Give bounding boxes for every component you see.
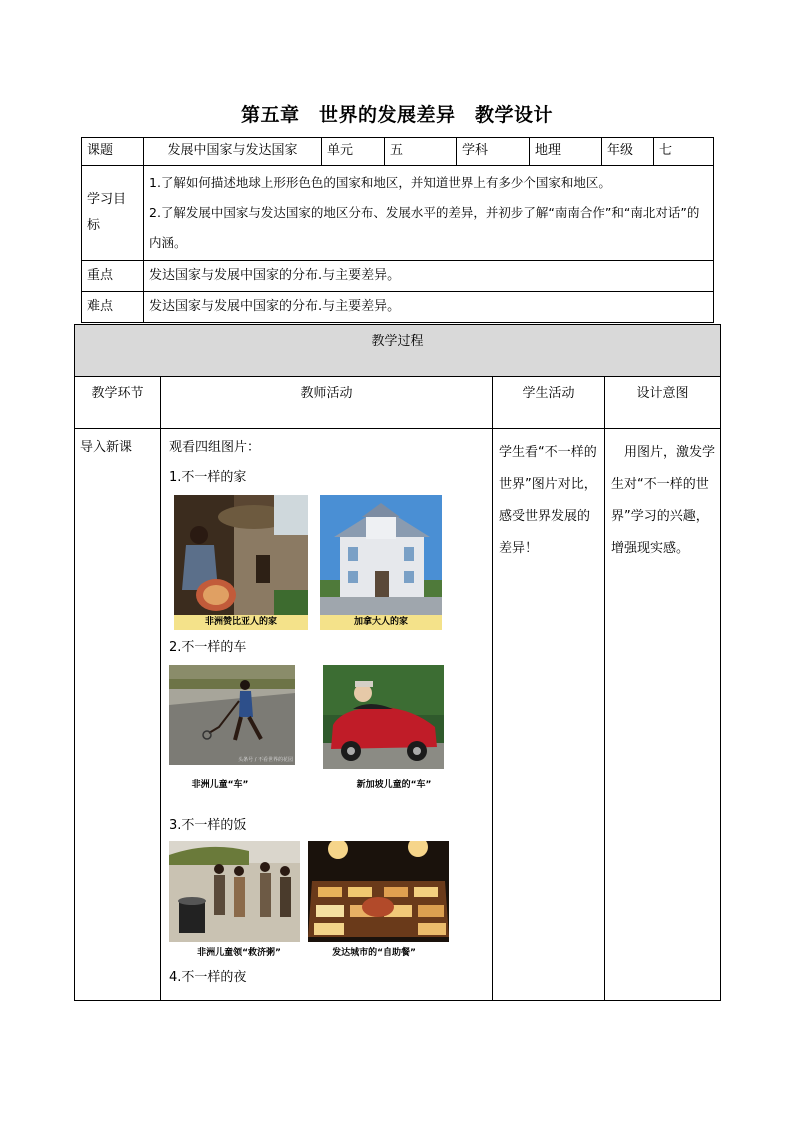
grade-label: 年级 bbox=[602, 138, 654, 166]
group-3-title: 3.不一样的饭 bbox=[169, 818, 247, 833]
teacher-intro: 观看四组图片： bbox=[169, 440, 261, 455]
objective-2: 2.了解发展中国家与发达国家的地区分布、发展水平的差异，并初步了解“南南合作”和“南北对话”的内涵。 bbox=[149, 205, 700, 250]
group-1-right-caption: 加拿大人的家 bbox=[320, 615, 442, 630]
singapore-child-car-photo bbox=[323, 665, 444, 769]
africa-child-car-photo bbox=[169, 665, 295, 765]
group-2-right-caption: 新加坡儿童的“车” bbox=[356, 780, 432, 790]
difficult-label: 难点 bbox=[82, 292, 144, 323]
objectives-label: 学习目标 bbox=[82, 166, 144, 261]
info-table bbox=[81, 137, 714, 323]
topic-label: 课题 bbox=[82, 138, 144, 166]
key-value: 发达国家与发展中国家的分布.与主要差异。 bbox=[144, 261, 714, 292]
unit-label: 单元 bbox=[322, 138, 385, 166]
watermark-text: 头条号 / 不看世界的花园 bbox=[238, 757, 293, 763]
buffet-photo bbox=[308, 841, 449, 942]
stage-label: 导入新课 bbox=[75, 429, 161, 1001]
col-teacher: 教师活动 bbox=[161, 377, 493, 429]
group-1-photos bbox=[169, 495, 484, 637]
col-student: 学生活动 bbox=[493, 377, 605, 429]
col-design: 设计意图 bbox=[605, 377, 721, 429]
group-1-title: 1.不一样的家 bbox=[169, 470, 247, 485]
group-3-photos bbox=[169, 841, 484, 965]
difficult-value: 发达国家与发展中国家的分布.与主要差异。 bbox=[144, 292, 714, 323]
group-2-photos bbox=[169, 665, 484, 815]
key-label: 重点 bbox=[82, 261, 144, 292]
objective-1: 1.了解如何描述地球上形形色色的国家和地区，并知道世界上有多少个国家和地区。 bbox=[149, 175, 611, 190]
process-header: 教学过程 bbox=[75, 325, 721, 377]
zambia-home-photo bbox=[174, 495, 308, 615]
topic-value: 发展中国家与发达国家 bbox=[144, 138, 322, 166]
group-3-left-caption: 非洲儿童领“救济粥” bbox=[197, 948, 281, 958]
col-stage: 教学环节 bbox=[75, 377, 161, 429]
page-title: 第五章 世界的发展差异 教学设计 bbox=[240, 104, 553, 126]
grade-value: 七 bbox=[654, 138, 714, 166]
design-intent: 用图片，激发学生对“不一样的世界”学习的兴趣，增强现实感。 bbox=[605, 429, 721, 1001]
subject-value: 地理 bbox=[530, 138, 602, 166]
student-activity: 学生看“不一样的世界”图片对比，感受世界发展的差异！ bbox=[493, 429, 605, 1001]
group-1-left-caption: 非洲赞比亚人的家 bbox=[174, 615, 308, 630]
subject-label: 学科 bbox=[457, 138, 530, 166]
objectives-cell bbox=[144, 166, 714, 261]
group-2-title: 2.不一样的车 bbox=[169, 640, 247, 655]
teacher-activity bbox=[161, 429, 493, 1001]
process-table bbox=[74, 324, 721, 1001]
canada-home-photo bbox=[320, 495, 442, 615]
unit-value: 五 bbox=[385, 138, 457, 166]
africa-relief-food-photo bbox=[169, 841, 300, 942]
group-2-left-caption: 非洲儿童“车” bbox=[191, 780, 249, 790]
group-3-right-caption: 发达城市的“自助餐” bbox=[332, 948, 416, 958]
group-4-title: 4.不一样的夜 bbox=[169, 970, 247, 985]
